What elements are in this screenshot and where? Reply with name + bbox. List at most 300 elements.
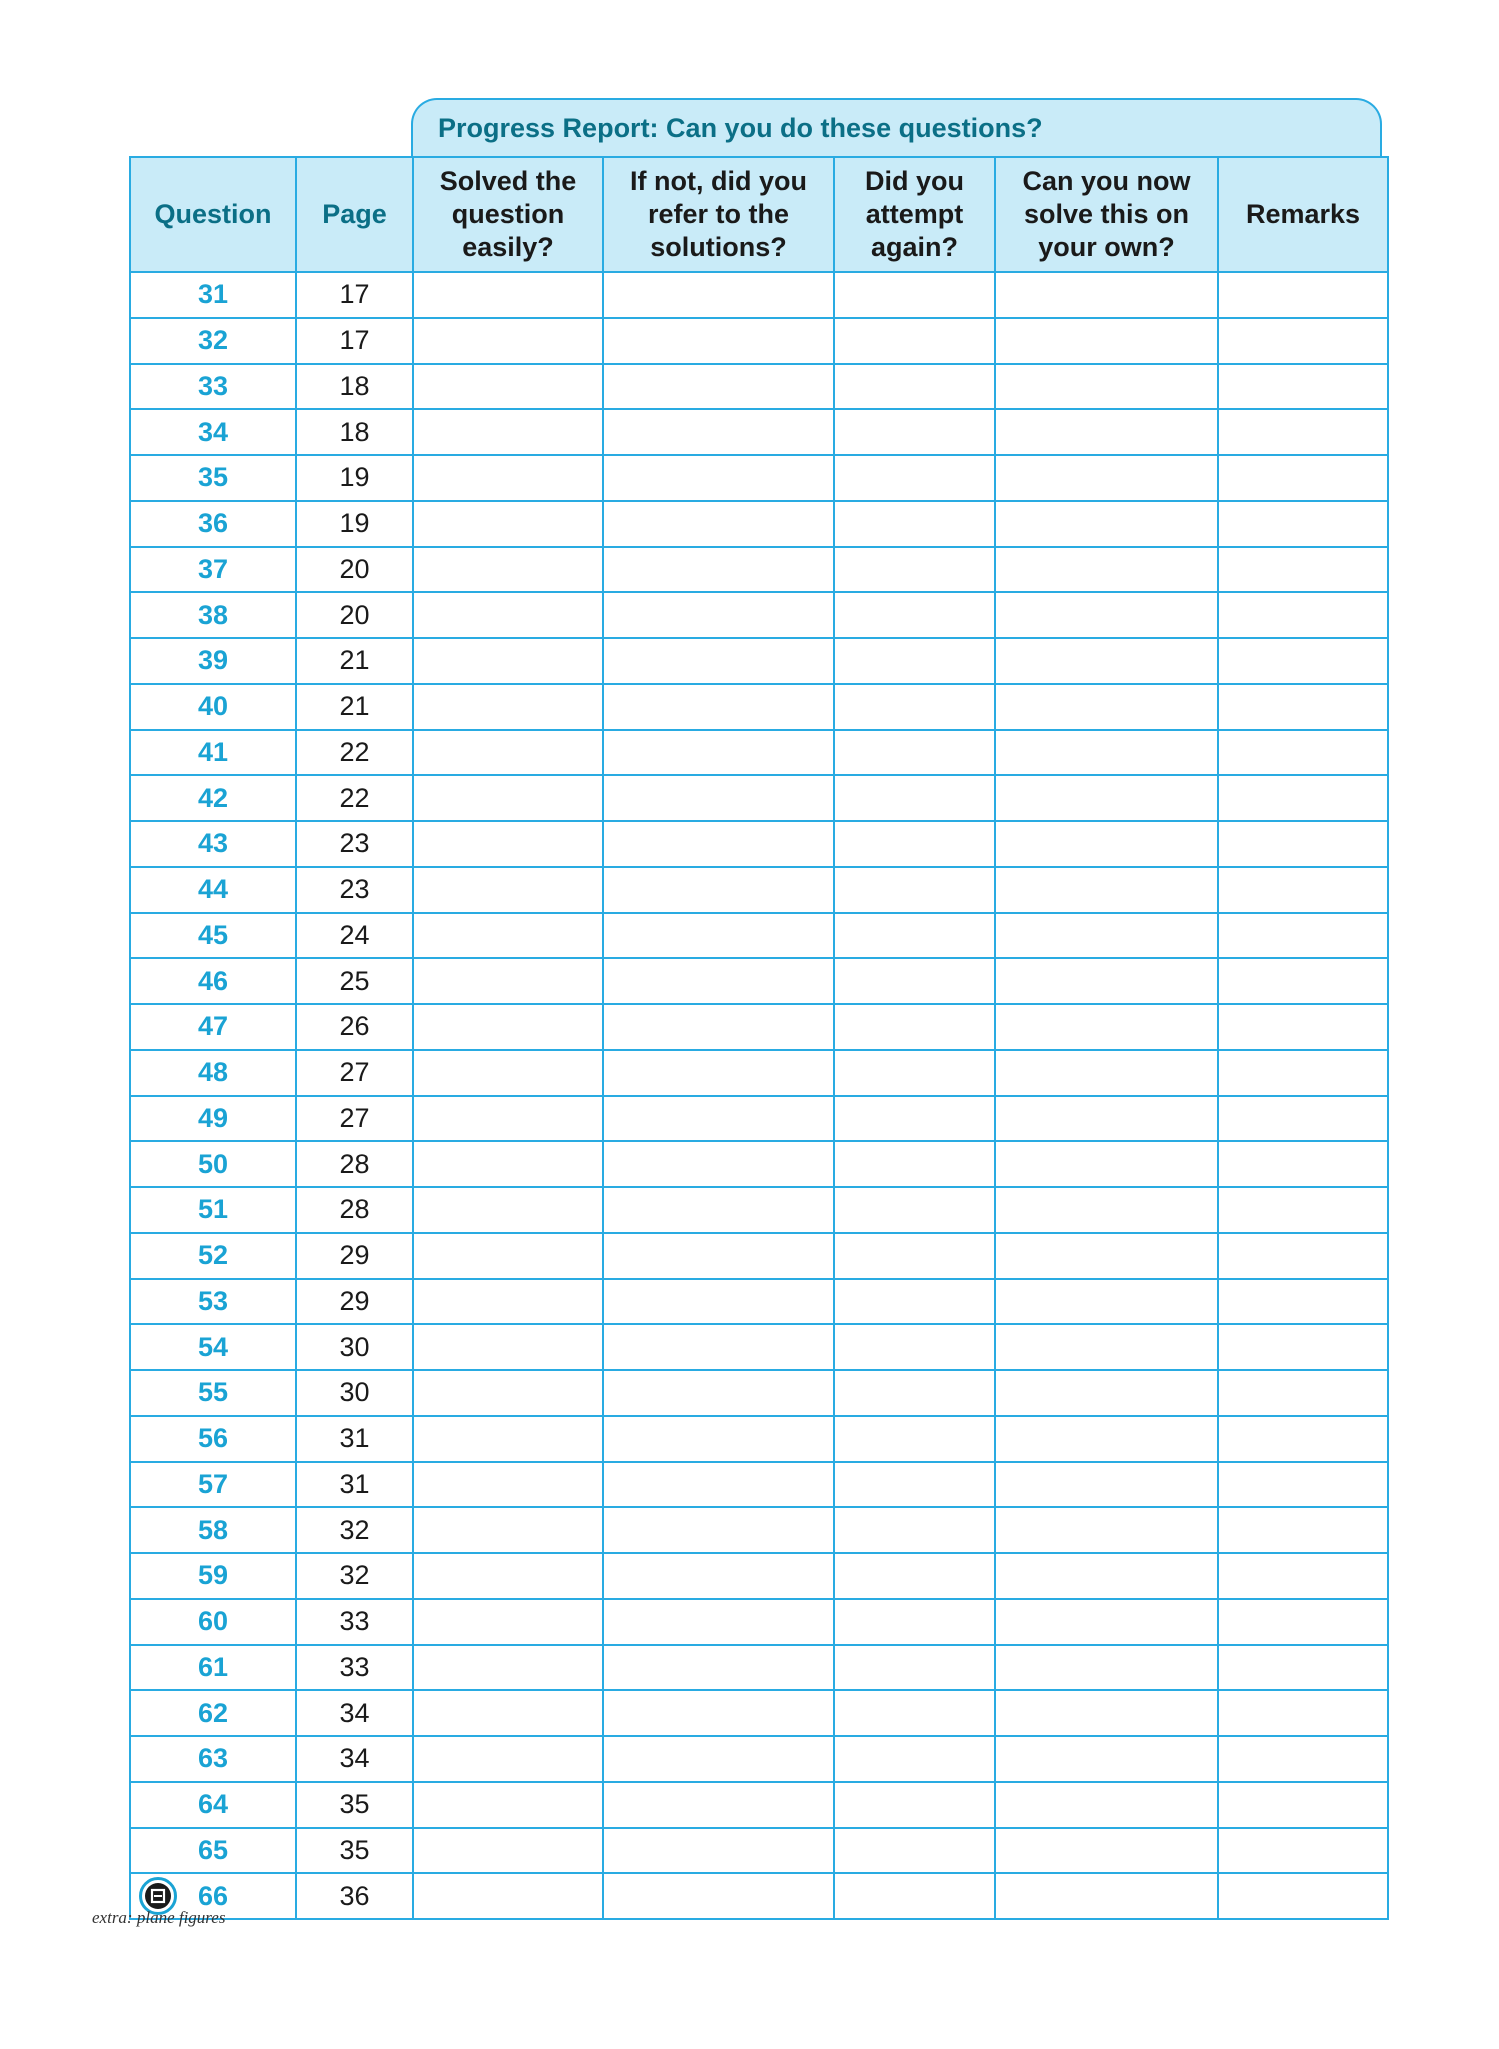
question-number: 65	[197, 1834, 229, 1865]
own-cell[interactable]	[995, 364, 1218, 410]
solved-cell[interactable]	[413, 1324, 603, 1370]
remarks-cell[interactable]	[1218, 1416, 1388, 1462]
remarks-cell[interactable]	[1218, 638, 1388, 684]
own-cell[interactable]	[995, 1553, 1218, 1599]
question-number: 42	[197, 782, 229, 813]
attempt-cell[interactable]	[834, 958, 995, 1004]
refer-cell[interactable]	[603, 821, 834, 867]
table-row	[130, 1690, 1388, 1736]
refer-cell[interactable]	[603, 1690, 834, 1736]
question-number: 40	[197, 691, 229, 722]
attempt-cell[interactable]	[834, 455, 995, 501]
question-cell	[130, 821, 296, 867]
remarks-cell[interactable]	[1218, 821, 1388, 867]
question-cell	[130, 958, 296, 1004]
question-number: 33	[197, 370, 229, 401]
question-cell	[130, 1279, 296, 1325]
remarks-cell[interactable]	[1218, 1873, 1388, 1919]
page-number: 18	[296, 409, 413, 455]
refer-cell[interactable]	[603, 1645, 834, 1691]
attempt-cell[interactable]	[834, 1416, 995, 1462]
header-solved-line: Solved the	[439, 166, 577, 196]
question-number: 54	[197, 1331, 229, 1362]
question-number: 49	[197, 1102, 229, 1133]
remarks-cell[interactable]	[1218, 1004, 1388, 1050]
table-row	[130, 364, 1388, 410]
refer-cell[interactable]	[603, 1279, 834, 1325]
solved-cell[interactable]	[413, 272, 603, 318]
question-cell	[130, 1187, 296, 1233]
remarks-cell[interactable]	[1218, 592, 1388, 638]
remarks-cell[interactable]	[1218, 318, 1388, 364]
refer-cell[interactable]	[603, 1553, 834, 1599]
own-cell[interactable]	[995, 1782, 1218, 1828]
refer-cell[interactable]	[603, 1782, 834, 1828]
remarks-cell[interactable]	[1218, 1096, 1388, 1142]
attempt-cell[interactable]	[834, 1370, 995, 1416]
refer-cell[interactable]	[603, 1828, 834, 1874]
attempt-cell[interactable]	[834, 318, 995, 364]
header-own	[995, 157, 1218, 272]
attempt-cell[interactable]	[834, 684, 995, 730]
refer-cell[interactable]	[603, 1416, 834, 1462]
own-cell[interactable]	[995, 1141, 1218, 1187]
page-number: 21	[296, 638, 413, 684]
solved-cell[interactable]	[413, 1050, 603, 1096]
question-cell	[130, 867, 296, 913]
header-refer	[603, 157, 834, 272]
solved-cell[interactable]	[413, 1507, 603, 1553]
own-cell[interactable]	[995, 1690, 1218, 1736]
solved-cell[interactable]	[413, 1599, 603, 1645]
table-row	[130, 592, 1388, 638]
solved-cell[interactable]	[413, 821, 603, 867]
table-row	[130, 1416, 1388, 1462]
question-cell	[130, 775, 296, 821]
remarks-cell[interactable]	[1218, 455, 1388, 501]
own-cell[interactable]	[995, 272, 1218, 318]
header-own-line: Can you now	[1022, 166, 1191, 196]
remarks-cell[interactable]	[1218, 1279, 1388, 1325]
question-cell	[130, 1233, 296, 1279]
attempt-cell[interactable]	[834, 1462, 995, 1508]
question-cell	[130, 1782, 296, 1828]
attempt-cell[interactable]	[834, 638, 995, 684]
progress-report-banner	[411, 98, 1382, 156]
question-number: 52	[197, 1240, 229, 1271]
refer-cell[interactable]	[603, 1462, 834, 1508]
table-row	[130, 1187, 1388, 1233]
refer-cell[interactable]	[603, 501, 834, 547]
solved-cell[interactable]	[413, 1233, 603, 1279]
remarks-cell[interactable]	[1218, 958, 1388, 1004]
own-cell[interactable]	[995, 1004, 1218, 1050]
own-cell[interactable]	[995, 1507, 1218, 1553]
own-cell[interactable]	[995, 1233, 1218, 1279]
own-cell[interactable]	[995, 318, 1218, 364]
page-number: 30	[296, 1324, 413, 1370]
page-number: 23	[296, 821, 413, 867]
refer-cell[interactable]	[603, 1096, 834, 1142]
question-cell	[130, 409, 296, 455]
remarks-cell[interactable]	[1218, 1233, 1388, 1279]
remarks-cell[interactable]	[1218, 1599, 1388, 1645]
own-cell[interactable]	[995, 913, 1218, 959]
refer-cell[interactable]	[603, 1233, 834, 1279]
question-number: 60	[197, 1606, 229, 1637]
remarks-cell[interactable]	[1218, 501, 1388, 547]
question-number: 34	[197, 416, 229, 447]
own-cell[interactable]	[995, 821, 1218, 867]
refer-cell[interactable]	[603, 775, 834, 821]
attempt-cell[interactable]	[834, 1645, 995, 1691]
table-row	[130, 1462, 1388, 1508]
refer-cell[interactable]	[603, 455, 834, 501]
attempt-cell[interactable]	[834, 1553, 995, 1599]
refer-cell[interactable]	[603, 867, 834, 913]
refer-cell[interactable]	[603, 1873, 834, 1919]
remarks-cell[interactable]	[1218, 1187, 1388, 1233]
header-refer-line: refer to the	[647, 199, 790, 229]
question-cell	[130, 1462, 296, 1508]
remarks-cell[interactable]	[1218, 1736, 1388, 1782]
remarks-cell[interactable]	[1218, 409, 1388, 455]
page-number: 23	[296, 867, 413, 913]
question-cell	[130, 1370, 296, 1416]
refer-cell[interactable]	[603, 272, 834, 318]
own-cell[interactable]	[995, 958, 1218, 1004]
solved-cell[interactable]	[413, 1645, 603, 1691]
attempt-cell[interactable]	[834, 1690, 995, 1736]
question-cell	[130, 913, 296, 959]
table-row	[130, 1782, 1388, 1828]
own-cell[interactable]	[995, 775, 1218, 821]
attempt-cell[interactable]	[834, 409, 995, 455]
header-attempt-line: Did you	[865, 166, 964, 196]
solved-cell[interactable]	[413, 409, 603, 455]
own-cell[interactable]	[995, 547, 1218, 593]
banner-title: Progress Report: Can you do these questions?	[438, 112, 1043, 143]
footnote: extra: plane figures	[92, 1908, 226, 1927]
solved-cell[interactable]	[413, 1690, 603, 1736]
table-row	[130, 775, 1388, 821]
own-cell[interactable]	[995, 592, 1218, 638]
question-cell	[130, 501, 296, 547]
page-number: 34	[296, 1690, 413, 1736]
question-cell	[130, 1416, 296, 1462]
table-row	[130, 501, 1388, 547]
page-number: 33	[296, 1599, 413, 1645]
attempt-cell[interactable]	[834, 1599, 995, 1645]
solved-cell[interactable]	[413, 1370, 603, 1416]
solved-cell[interactable]	[413, 1096, 603, 1142]
refer-cell[interactable]	[603, 1599, 834, 1645]
page-number: 19	[296, 455, 413, 501]
own-cell[interactable]	[995, 1416, 1218, 1462]
page-number: 25	[296, 958, 413, 1004]
header-own-line: your own?	[1038, 232, 1175, 262]
attempt-cell[interactable]	[834, 913, 995, 959]
table-row	[130, 638, 1388, 684]
solved-cell[interactable]	[413, 1141, 603, 1187]
refer-cell[interactable]	[603, 1004, 834, 1050]
page-number: 20	[296, 547, 413, 593]
attempt-cell[interactable]	[834, 1050, 995, 1096]
attempt-cell[interactable]	[834, 1004, 995, 1050]
header-attempt-line: again?	[870, 232, 958, 262]
solved-cell[interactable]	[413, 1736, 603, 1782]
page-number: 34	[296, 1736, 413, 1782]
question-number: 53	[197, 1285, 229, 1316]
header-solved-line: easily?	[462, 232, 554, 262]
page-number: 20	[296, 592, 413, 638]
refer-cell[interactable]	[603, 730, 834, 776]
own-cell[interactable]	[995, 455, 1218, 501]
page-number: 31	[296, 1462, 413, 1508]
own-cell[interactable]	[995, 409, 1218, 455]
page-number: 22	[296, 775, 413, 821]
remarks-cell[interactable]	[1218, 1141, 1388, 1187]
own-cell[interactable]	[995, 1828, 1218, 1874]
page-number: 31	[296, 1416, 413, 1462]
solved-cell[interactable]	[413, 547, 603, 593]
remarks-cell[interactable]	[1218, 1507, 1388, 1553]
attempt-cell[interactable]	[834, 1324, 995, 1370]
attempt-cell[interactable]	[834, 1736, 995, 1782]
attempt-cell[interactable]	[834, 272, 995, 318]
refer-cell[interactable]	[603, 684, 834, 730]
table-row	[130, 684, 1388, 730]
attempt-cell[interactable]	[834, 730, 995, 776]
page-number: 35	[296, 1828, 413, 1874]
solved-cell[interactable]	[413, 684, 603, 730]
table-row	[130, 1096, 1388, 1142]
refer-cell[interactable]	[603, 913, 834, 959]
own-cell[interactable]	[995, 1462, 1218, 1508]
table-row	[130, 821, 1388, 867]
solved-cell[interactable]	[413, 501, 603, 547]
solved-cell[interactable]	[413, 1416, 603, 1462]
remarks-cell[interactable]	[1218, 547, 1388, 593]
question-number: 50	[197, 1148, 229, 1179]
table-row	[130, 1279, 1388, 1325]
header-question: Question	[130, 157, 296, 272]
remarks-cell[interactable]	[1218, 913, 1388, 959]
own-cell[interactable]	[995, 684, 1218, 730]
attempt-cell[interactable]	[834, 1782, 995, 1828]
refer-cell[interactable]	[603, 364, 834, 410]
question-number: 35	[197, 462, 229, 493]
own-cell[interactable]	[995, 1324, 1218, 1370]
header-refer-line: solutions?	[650, 232, 787, 262]
refer-cell[interactable]	[603, 1736, 834, 1782]
attempt-cell[interactable]	[834, 1233, 995, 1279]
remarks-cell[interactable]	[1218, 1828, 1388, 1874]
solved-cell[interactable]	[413, 364, 603, 410]
solved-cell[interactable]	[413, 1553, 603, 1599]
solved-cell[interactable]	[413, 1187, 603, 1233]
question-number: 43	[197, 828, 229, 859]
table-row	[130, 958, 1388, 1004]
page-number: 30	[296, 1370, 413, 1416]
question-number: 31	[197, 279, 229, 310]
attempt-cell[interactable]	[834, 501, 995, 547]
own-cell[interactable]	[995, 1279, 1218, 1325]
refer-cell[interactable]	[603, 638, 834, 684]
solved-cell[interactable]	[413, 638, 603, 684]
remarks-cell[interactable]	[1218, 730, 1388, 776]
solved-cell[interactable]	[413, 867, 603, 913]
question-cell	[130, 1736, 296, 1782]
question-number: 45	[197, 919, 229, 950]
solved-cell[interactable]	[413, 730, 603, 776]
header-refer-line: If not, did you	[630, 166, 807, 196]
own-cell[interactable]	[995, 638, 1218, 684]
table-row	[130, 1507, 1388, 1553]
table-body	[130, 272, 1388, 1919]
question-number: 62	[197, 1697, 229, 1728]
attempt-cell[interactable]	[834, 775, 995, 821]
attempt-cell[interactable]	[834, 592, 995, 638]
attempt-cell[interactable]	[834, 1828, 995, 1874]
own-cell[interactable]	[995, 1645, 1218, 1691]
remarks-cell[interactable]	[1218, 1370, 1388, 1416]
table-row	[130, 1004, 1388, 1050]
table-row	[130, 1553, 1388, 1599]
attempt-cell[interactable]	[834, 867, 995, 913]
e-circle-icon-inner	[145, 1883, 171, 1909]
refer-cell[interactable]	[603, 547, 834, 593]
table-row	[130, 409, 1388, 455]
refer-cell[interactable]	[603, 1187, 834, 1233]
remarks-cell[interactable]	[1218, 1324, 1388, 1370]
solved-cell[interactable]	[413, 1004, 603, 1050]
question-number: 46	[197, 965, 229, 996]
table-row	[130, 1873, 1388, 1919]
question-cell	[130, 1324, 296, 1370]
own-cell[interactable]	[995, 867, 1218, 913]
question-cell	[130, 1828, 296, 1874]
page-number: 19	[296, 501, 413, 547]
question-number: 41	[197, 736, 229, 767]
refer-cell[interactable]	[603, 409, 834, 455]
attempt-cell[interactable]	[834, 1873, 995, 1919]
question-cell	[130, 592, 296, 638]
refer-cell[interactable]	[603, 1324, 834, 1370]
own-cell[interactable]	[995, 730, 1218, 776]
question-cell	[130, 272, 296, 318]
question-number: 59	[197, 1560, 229, 1591]
refer-cell[interactable]	[603, 958, 834, 1004]
solved-cell[interactable]	[413, 318, 603, 364]
page-number: 32	[296, 1553, 413, 1599]
question-cell	[130, 455, 296, 501]
own-cell[interactable]	[995, 501, 1218, 547]
own-cell[interactable]	[995, 1096, 1218, 1142]
question-number: 58	[197, 1514, 229, 1545]
table-row	[130, 1828, 1388, 1874]
own-cell[interactable]	[995, 1370, 1218, 1416]
solved-cell[interactable]	[413, 455, 603, 501]
remarks-cell[interactable]	[1218, 1782, 1388, 1828]
refer-cell[interactable]	[603, 318, 834, 364]
refer-cell[interactable]	[603, 1050, 834, 1096]
attempt-cell[interactable]	[834, 364, 995, 410]
refer-cell[interactable]	[603, 1370, 834, 1416]
table-row	[130, 455, 1388, 501]
question-cell	[130, 1645, 296, 1691]
page-number: 36	[296, 1873, 413, 1919]
table-row	[130, 1370, 1388, 1416]
own-cell[interactable]	[995, 1873, 1218, 1919]
question-cell	[130, 730, 296, 776]
refer-cell[interactable]	[603, 1141, 834, 1187]
question-cell	[130, 638, 296, 684]
own-cell[interactable]	[995, 1187, 1218, 1233]
header-attempt-line: attempt	[865, 199, 964, 229]
page-number: 24	[296, 913, 413, 959]
attempt-cell[interactable]	[834, 547, 995, 593]
header-own-line: solve this on	[1023, 199, 1190, 229]
question-number: 36	[197, 508, 229, 539]
remarks-cell[interactable]	[1218, 1553, 1388, 1599]
question-number: 66	[197, 1880, 229, 1911]
own-cell[interactable]	[995, 1736, 1218, 1782]
solved-cell[interactable]	[413, 958, 603, 1004]
solved-cell[interactable]	[413, 775, 603, 821]
attempt-cell[interactable]	[834, 1279, 995, 1325]
remarks-cell[interactable]	[1218, 1690, 1388, 1736]
attempt-cell[interactable]	[834, 1141, 995, 1187]
solved-cell[interactable]	[413, 1462, 603, 1508]
remarks-cell[interactable]	[1218, 775, 1388, 821]
table-row	[130, 547, 1388, 593]
own-cell[interactable]	[995, 1599, 1218, 1645]
refer-cell[interactable]	[603, 1507, 834, 1553]
remarks-cell[interactable]	[1218, 272, 1388, 318]
remarks-cell[interactable]	[1218, 1462, 1388, 1508]
page-number: 32	[296, 1507, 413, 1553]
attempt-cell[interactable]	[834, 821, 995, 867]
refer-cell[interactable]	[603, 592, 834, 638]
solved-cell[interactable]	[413, 1782, 603, 1828]
own-cell[interactable]	[995, 1050, 1218, 1096]
solved-cell[interactable]	[413, 913, 603, 959]
page-number: 21	[296, 684, 413, 730]
remarks-cell[interactable]	[1218, 364, 1388, 410]
remarks-cell[interactable]	[1218, 1645, 1388, 1691]
question-number: 37	[197, 553, 229, 584]
remarks-cell[interactable]	[1218, 1050, 1388, 1096]
question-number: 63	[197, 1743, 229, 1774]
solved-cell[interactable]	[413, 1828, 603, 1874]
table-row	[130, 730, 1388, 776]
solved-cell[interactable]	[413, 1873, 603, 1919]
page-number: 26	[296, 1004, 413, 1050]
remarks-cell[interactable]	[1218, 867, 1388, 913]
attempt-cell[interactable]	[834, 1507, 995, 1553]
page-number: 17	[296, 272, 413, 318]
remarks-cell[interactable]	[1218, 684, 1388, 730]
attempt-cell[interactable]	[834, 1096, 995, 1142]
solved-cell[interactable]	[413, 592, 603, 638]
table-row	[130, 1050, 1388, 1096]
header-attempt	[834, 157, 995, 272]
header-remarks: Remarks	[1218, 157, 1388, 272]
attempt-cell[interactable]	[834, 1187, 995, 1233]
question-number: 47	[197, 1011, 229, 1042]
solved-cell[interactable]	[413, 1279, 603, 1325]
